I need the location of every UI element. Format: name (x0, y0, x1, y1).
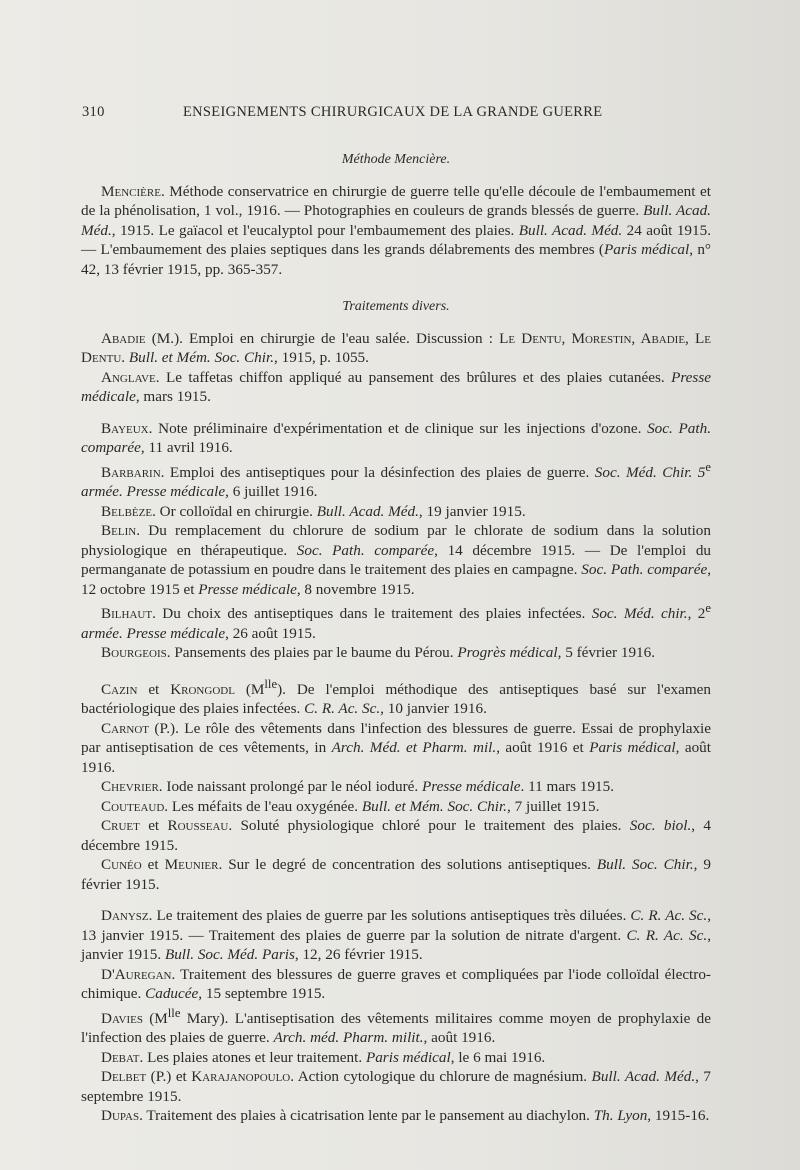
entry-text: , août 1916. (423, 1029, 496, 1047)
entry-text: . Soluté physiologique chloré pour le traitement des plaies. (228, 817, 630, 835)
bibliography-entry (81, 458, 711, 502)
entry-text: , 10 janvier 1916. (380, 700, 487, 718)
author-name: Belin (101, 522, 137, 540)
bibliography-entry (81, 816, 711, 855)
entry-text: , 7 septembre 1915. (81, 1068, 711, 1105)
entry-text: , 12, 26 février 1915. (294, 946, 423, 964)
bibliography-entry (81, 855, 711, 894)
entry-text: 24 août 1915. — L'embaumement des plaies septiques dans les grands délabrements des membres ( (81, 221, 711, 258)
bibliography-entry (81, 675, 711, 719)
entry-text: . Du choix des antiseptiques dans le traitement des plaies infectées. (152, 605, 592, 623)
journal-title: Bull. et Mém. Soc. Chir. (361, 797, 507, 815)
author-name: Le Dentu, Morestin, Abadie, Le Dentu (81, 329, 711, 366)
author-name: Abadie (101, 329, 146, 347)
entry-text: . Du remplacement du chlorure de sodium par le chlorate de sodium dans la solution physiologique en thérapeutique. (81, 522, 711, 559)
page-number: 310 (82, 104, 105, 120)
bibliography-entry (81, 368, 711, 407)
author-name: Belbèze (101, 502, 153, 520)
author-name: Delbet (101, 1068, 147, 1086)
entry-text: , 26 août 1915. (225, 624, 316, 642)
entry-text: . Iode naissant prolongé par le néol ioduré. (158, 778, 422, 796)
journal-title: Paris médical (365, 1048, 451, 1066)
entry-text: , 6 juillet 1916. (225, 483, 318, 501)
author-name: Davies (101, 1009, 143, 1027)
journal-title: Soc. Path. comparée (296, 541, 435, 559)
author-name: Karajanopoulo (191, 1068, 291, 1086)
entry-text: , 2 (687, 605, 706, 623)
journal-title: Bull. Soc. Méd. Paris (164, 946, 295, 964)
author-name: Mencière (101, 182, 161, 200)
journal-title: Bull. Acad. Méd. (81, 202, 711, 239)
entry-text: , 1915-16. (647, 1107, 710, 1125)
journal-title: Arch. méd. Pharm. milit. (273, 1029, 424, 1047)
journal-title: Presse médicale (81, 368, 711, 405)
entry-text: , août 1916 et (496, 739, 590, 757)
journal-title: Paris médical (589, 739, 676, 757)
entry-text: , janvier 1915. (81, 926, 711, 964)
journal-title: Soc. Path. comparée (81, 419, 711, 456)
author-name: Cazin (101, 680, 138, 698)
journal-title: Arch. Méd. et Pharm. mil. (331, 739, 497, 757)
journal-title: Paris médical (603, 241, 690, 258)
entry-text: , 8 novembre 1915. (296, 580, 415, 598)
journal-title: Th. Lyon (593, 1107, 648, 1125)
journal-title: C. R. Ac. Sc. (630, 907, 708, 925)
entry-text: . Les plaies atones et leur traitement. (139, 1048, 366, 1066)
journal-title: Caducée (145, 985, 199, 1003)
entry-text: (M (234, 680, 265, 698)
author-name: Cunéo (101, 856, 142, 874)
bibliography-entry (81, 797, 711, 817)
entry-text: (P.) et (146, 1068, 192, 1086)
entry-text: , 1915, p. 1055. (274, 349, 369, 366)
entry-text: , 4 décembre 1915. (81, 817, 712, 854)
entry-text: . Action cytologique du chlorure de magnésium. (290, 1068, 592, 1086)
bibliography-body (81, 150, 711, 1126)
author-name: Couteaud (101, 797, 165, 815)
section-title: Méthode Mencière. (341, 152, 451, 167)
entry-text: . Sur le degré de concentration des solutions antiseptiques. (218, 856, 597, 874)
entry-text: , 9 février 1915. (81, 856, 711, 893)
entry-text: . Pansements des plaies par le baume du Pérou. (166, 644, 458, 662)
entry-text: . Traitement des blessures de guerre graves et compliquées par l'iode colloïdal électro-chimique. (81, 965, 711, 1003)
entry-text: , août 1916. (81, 739, 711, 776)
entry-text: , n° 42, 13 février 1915, pp. 365-357. (81, 241, 711, 278)
entry-text: , mars 1915. (135, 388, 211, 405)
journal-title: Presse médicale (198, 580, 297, 598)
author-name: Debat (101, 1048, 140, 1066)
author-name: Bourgeois (101, 644, 167, 662)
entry-text: , 5 février 1916. (557, 644, 656, 662)
bibliography-entry (81, 599, 711, 643)
superscript: lle (167, 1005, 181, 1020)
journal-title: C. R. Ac. Sc. (626, 926, 708, 944)
entry-text: . Emploi des antiseptiques pour la désinfection des plaies de guerre. (160, 463, 595, 481)
bibliography-entry (81, 1106, 711, 1126)
journal-title: Bull. Acad. Méd. (518, 221, 623, 239)
entry-text: et (141, 856, 165, 874)
entry-text: . Or colloïdal en chirurgie. (152, 502, 317, 520)
section-title: Traitements divers. (342, 299, 450, 314)
bibliography-entry (81, 1004, 711, 1048)
entry-text: . Le taffetas chiffon appliqué au pansement des brûlures et des plaies cutanées. (155, 368, 672, 386)
entry-text: (M (142, 1009, 168, 1027)
journal-title: Progrès médical (457, 644, 558, 662)
journal-title: Soc. Path. comparée (581, 561, 708, 579)
entry-text: . Note préliminaire d'expérimentation et de clinique sur les injections d'ozone. (148, 419, 648, 437)
entry-text: . Méthode conservatrice en chirurgie de guerre telle qu'elle découle de l'embaumement et de la phénolisation, 1 vol., 1916. — Photographies en couleurs de grands blessés de guerre. (81, 182, 711, 219)
author-name: Barbarin (101, 463, 161, 481)
author-name: Anglave (101, 368, 156, 386)
bibliography-entry (81, 502, 711, 522)
entry-text: ). De l'emploi méthodique des antiseptiques basé sur l'examen bactériologique des plaies infectées. (81, 680, 711, 718)
superscript: lle (264, 676, 278, 691)
entry-text: , 1915. Le gaïacol et l'eucalyptol pour l'embaumement des plaies. (111, 221, 519, 239)
entry-text: . Le traitement des plaies de guerre par les solutions antiseptiques très diluées. (148, 907, 631, 925)
bibliography-entry (81, 182, 711, 280)
journal-title: Bull. Acad. Méd. (316, 502, 419, 520)
entry-text: . (121, 349, 129, 366)
author-name: Chevrier (101, 778, 159, 796)
entry-text: . 11 mars 1915. (520, 778, 615, 796)
bibliography-entry (81, 906, 711, 965)
entry-text: , 19 janvier 1915. (418, 502, 526, 520)
author-name: Bilhaut (101, 605, 153, 623)
journal-title: Bull. Acad. Méd. (591, 1068, 696, 1086)
journal-title: Presse médicale (421, 778, 521, 796)
entry-text: , 12 octobre 1915 et (81, 561, 711, 598)
entry-text: et (137, 680, 171, 698)
superscript: e (705, 459, 711, 474)
author-name: Cruet (101, 817, 140, 835)
entry-text: , 11 avril 1916. (140, 439, 233, 456)
bibliography-entry (81, 419, 711, 458)
entry-text: . Les méfaits de l'eau oxygénée. (164, 797, 362, 815)
author-name: Danysz (101, 907, 149, 925)
entry-text: et (139, 817, 168, 835)
running-title: ENSEIGNEMENTS CHIRURGICAUX DE LA GRANDE GUERRE (183, 104, 603, 120)
bibliography-entry (81, 777, 711, 797)
bibliography-entry (81, 965, 711, 1004)
entry-text: , 14 décembre 1915. — De l'emploi du permanganate de potassium en poudre dans le traitement des plaies en campagne. (81, 541, 712, 579)
journal-title: armée. Presse médicale (81, 624, 226, 642)
journal-title: Soc. biol. (629, 817, 692, 835)
author-name: Rousseau (167, 817, 229, 835)
author-name: D'Auregan (101, 965, 172, 983)
journal-title: Soc. Méd. Chir. 5 (594, 463, 706, 481)
author-name: Carnot (101, 719, 150, 737)
bibliography-entry (81, 1048, 711, 1068)
journal-title: Bull. et Mém. Soc. Chir. (128, 349, 274, 366)
entry-text: , 7 juillet 1915. (506, 797, 600, 815)
bibliography-entry (81, 329, 711, 368)
entry-text: , 13 janvier 1915. — Traitement des plaies de guerre par la solution de nitrate d'argent. (81, 907, 711, 944)
bibliography-entry (81, 719, 711, 778)
entry-text: (M.). Emploi en chirurgie de l'eau salée. Discussion : (145, 329, 500, 347)
entry-text: , 15 septembre 1915. (198, 985, 326, 1003)
author-name: Meunier (164, 856, 219, 874)
entry-text: . Traitement des plaies à cicatrisation lente par le pansement au diachylon. (139, 1107, 594, 1125)
entry-text: (P.). Le rôle des vêtements dans l'infection des blessures de guerre. Essai de prophylaxie par antiseptisation de ces vêtements, in (81, 719, 711, 757)
entry-text: , le 6 mai 1916. (450, 1048, 546, 1066)
entry-text: Mary). L'antiseptisation des vêtements militaires comme moyen de prophylaxie de l'infection des plaies de guerre. (81, 1009, 711, 1047)
author-name: Krongodl (170, 680, 235, 698)
journal-title: Soc. Méd. chir. (591, 605, 688, 623)
author-name: Dupas (101, 1107, 140, 1125)
bibliography-entry (81, 1067, 711, 1106)
bibliography-entry (81, 643, 711, 663)
journal-title: armée. Presse médicale (81, 483, 226, 501)
author-name: Bayeux (101, 419, 149, 437)
journal-title: C. R. Ac. Sc. (304, 700, 381, 718)
bibliography-entry (81, 521, 711, 599)
superscript: e (705, 601, 711, 616)
journal-title: Bull. Soc. Chir. (596, 856, 694, 874)
